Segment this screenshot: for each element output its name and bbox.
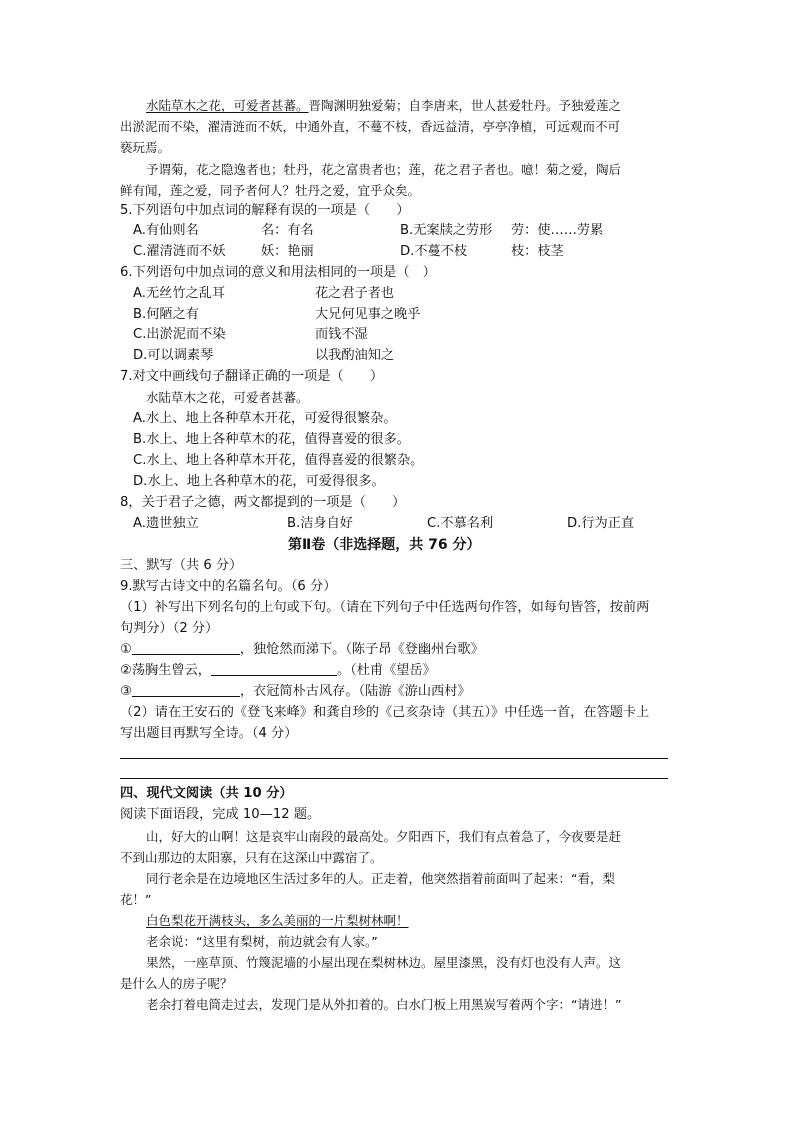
- q5-option-a: A.有仙则名: [133, 223, 199, 238]
- reading-line2: 不到山那边的太阳寨，只有在这深山中露宿了。: [120, 850, 383, 865]
- q9-item-3: ③ ，衣冠简朴古风存。（陆游《游山西村》: [120, 684, 471, 699]
- q8-option-c: C.不慕名利: [427, 516, 494, 531]
- reading-line8: 是什么人的房子呢？: [120, 976, 233, 991]
- q8-option-d: D.行为正直: [567, 516, 635, 531]
- q9-part1-line2: 句判分）（2 分）: [120, 621, 219, 636]
- reading-line6: 老余说：“这里有梨树，前边就会有人家。”: [146, 934, 378, 949]
- q6-option-d-pair: 以我酌油知之: [315, 348, 395, 363]
- reading-line7: 果然，一座草顶、竹篾泥墙的小屋出现在梨树林边。屋里漆黑，没有灯也没有人声。这: [146, 955, 622, 970]
- q6-option-d: D.可以调素琴: [133, 348, 214, 363]
- q6-option-a: A.无丝竹之乱耳: [133, 286, 226, 301]
- answer-line-2[interactable]: [120, 778, 668, 779]
- underlined-sentence: 水陆草木之花，可爱者甚蕃。: [146, 98, 309, 113]
- q5-option-b-gloss: 劳：使……劳累: [511, 223, 604, 238]
- question-8-stem: 8，关于君子之德，两文都提到的一项是（ ）: [120, 495, 406, 510]
- q9-part1-line1: （1）补写出下列名句的上句或下句。（请在下列句子中任选两句作答，如每句皆答，按前两: [120, 600, 650, 615]
- q7-option-a: A.水上、地上各种草木开花，可爱得很繁杂。: [133, 411, 397, 426]
- q9-part2-line1: （2）请在王安石的《登飞来峰》和龚自珍的《己亥杂诗（其五）》中任选一首，在答题卡上: [120, 705, 650, 720]
- passage1-line3: 亵玩焉。: [120, 140, 171, 155]
- q6-option-c: C.出淤泥而不染: [133, 327, 226, 342]
- q5-option-c-gloss: 妖：艳丽: [261, 244, 314, 259]
- passage1-line1: 水陆草木之花，可爱者甚蕃。晋陶渊明独爱菊；自李唐来，世人甚爱牡丹。予独爱莲之: [146, 98, 622, 113]
- answer-blank-2[interactable]: [211, 661, 337, 676]
- question-5-stem: 5.下列语句中加点词的解释有误的一项是（ ）: [120, 203, 410, 218]
- passage1-line2: 出淤泥而不染，濯清涟而不妖，中通外直，不蔓不枝，香远益清，亭亭净植，可远观而不可: [120, 119, 621, 134]
- passage1-line4: 予谓菊，花之隐逸者也；牡丹，花之富贵者也；莲，花之君子者也。噫！菊之爱，陶后: [146, 162, 622, 177]
- section3-title: 三、默写（共 6 分）: [120, 558, 243, 573]
- q9-item-2: ②荡胸生曾云， 。（杜甫《望岳》: [120, 663, 436, 678]
- reading-line1: 山，好大的山啊！这是哀牢山南段的最高处。夕阳西下，我们有点着急了，今夜要是赶: [146, 829, 622, 844]
- passage1-line5: 鲜有闻，莲之爱，同予者何人？牡丹之爱，宜乎众矣。: [120, 183, 421, 198]
- reading-line3: 同行老余是在边境地区生活过多年的人。正走着，他突然指着前面叫了起来：“看，梨: [146, 871, 615, 886]
- question-9-stem: 9.默写古诗文中的名篇名句。（6 分）: [120, 579, 337, 594]
- q7-option-d: D.水上、地上各种草木的花，可爱得很多。: [133, 474, 385, 489]
- section4-title: 四、现代文阅读（共 10 分）: [120, 786, 293, 801]
- q7-option-b: B.水上、地上各种草木的花，值得喜爱的很多。: [133, 432, 410, 447]
- q7-quote: 水陆草木之花，可爱者甚蕃。: [146, 390, 309, 405]
- q5-option-a-gloss: 名：有名: [261, 223, 314, 238]
- q8-option-a: A.遗世独立: [133, 516, 199, 531]
- q7-option-c: C.水上、地上各种草木开花，值得喜爱的很繁杂。: [133, 453, 424, 468]
- question-7-stem: 7.对文中画线句子翻译正确的一项是（ ）: [120, 369, 384, 384]
- q8-option-b: B.洁身自好: [287, 516, 353, 531]
- q9-item-1: ① ，独怆然而涕下。（陈子昂《登幽州台歌》: [120, 642, 484, 657]
- q5-option-d: D.不蔓不枝: [400, 244, 468, 259]
- part2-title: 第Ⅱ卷（非选择题，共 76 分）: [288, 537, 481, 553]
- answer-line-1[interactable]: [120, 758, 668, 759]
- answer-blank-1[interactable]: [132, 640, 240, 655]
- q6-option-b-pair: 大兄何见事之晚乎: [315, 307, 421, 322]
- q5-option-d-gloss: 枝：枝茎: [511, 244, 564, 259]
- q6-option-b: B.何陋之有: [133, 307, 199, 322]
- answer-blank-3[interactable]: [132, 682, 240, 697]
- q6-option-c-pair: 而钱不湿: [315, 327, 368, 342]
- reading-line4: 花！”: [120, 892, 152, 907]
- q6-option-a-pair: 花之君子者也: [315, 286, 395, 301]
- question-6-stem: 6.下列语句中加点词的意义和用法相同的一项是（ ）: [120, 265, 436, 280]
- q9-part2-line2: 写出题目再默写全诗。（4 分）: [120, 726, 298, 741]
- q5-option-b: B.无案牍之劳形: [400, 223, 493, 238]
- reading-line9: 老余打着电筒走过去，发现门是从外扣着的。白水门板上用黑炭写着两个字：“请进！”: [146, 997, 622, 1012]
- q5-option-c: C.濯清涟而不妖: [133, 244, 226, 259]
- section4-intro: 阅读下面语段，完成 10—12 题。: [120, 807, 321, 822]
- reading-underlined-sentence: 白色梨花开满枝头，多么美丽的一片梨树林啊！: [146, 913, 409, 928]
